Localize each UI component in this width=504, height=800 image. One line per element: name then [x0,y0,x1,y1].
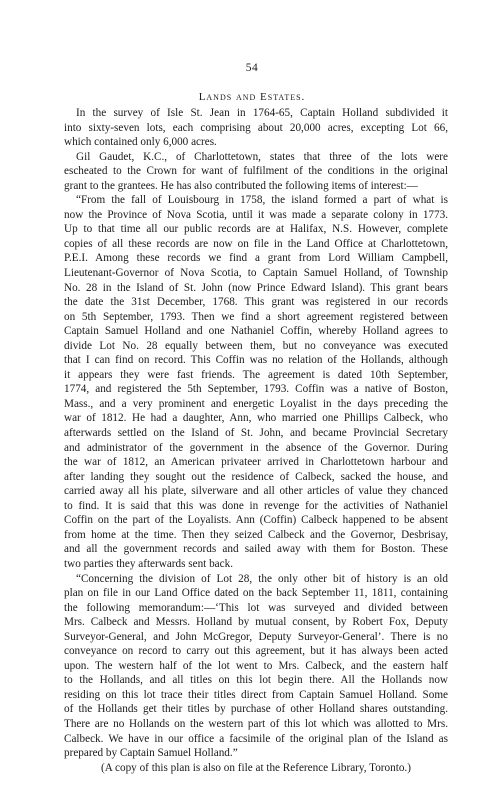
text-line: residing on this lot trace their titles direct from Captain Samuel Holland. Some [64,688,448,701]
text-line: Mrs. Calbeck and Messrs. Holland by mutual consent, by Robert Fox, Deputy [64,616,448,629]
text-line: Up to that time all our public records are at Halifax, N.S. However, complete [64,223,448,236]
text-line: conveyance on record to carry out this agreement, but it has always been acted [64,645,448,658]
text-line: plan on file in our Land Office dated on the back September 11, 1811, containing [64,587,448,600]
footnote-line: (A copy of this plan is also on file at the Reference Library, Toronto.) [101,761,411,774]
text-line: carried away all his plate, silverware and all other articles of value they chanced [64,485,448,498]
text-line: the following memorandum:—‘This lot was surveyed and divided between [64,601,448,614]
text-line: the date the 31st December, 1768. This grant was registered in our records [64,296,448,309]
text-line: into sixty-seven lots, each comprising about 20,000 acres, excepting Lot 66, [64,121,448,134]
text-line: on 5th September, 1793. Then we find a short agreement registered between [64,310,448,323]
text-line: the war of 1812, an American privateer arrived in Charlottetown harbour and [64,456,448,469]
text-line: two parties they afterwards sent back. [64,557,233,570]
text-line: to the Hollands, and all titles on this lot begin there. All the Hollands now [64,674,448,687]
text-line: escheated to the Crown for want of fulfilment of the conditions in the original [64,165,448,178]
page-number: 54 [245,62,259,74]
text-line: 1774, and registered the 5th September, 1793. Coffin was a native of Boston, [64,383,448,396]
text-line: copies of all these records are now on file in the Land Office at Charlottetown, [64,237,448,250]
text-line: upon. The western half of the lot went to Mrs. Calbeck, and the eastern half [64,659,448,672]
text-line: grant to the grantees. He has also contributed the following items of interest:— [64,179,418,192]
text-line: No. 28 in the Island of St. John (now Prince Edward Island). This grant bears [64,281,448,294]
text-line: of the Hollands get their titles by purchase of other Holland shares outstanding. [64,703,448,716]
text-line: and all the government records and sailed away with them for Boston. These [64,543,448,556]
text-line: Gil Gaudet, K.C., of Charlottetown, states that three of the lots were [76,150,448,163]
text-line: P.E.I. Among these records we find a grant from Lord William Campbell, [64,252,448,265]
section-heading: Lands and Estates. [198,91,306,103]
text-line: Coffin on the part of the Loyalists. Ann (Coffin) Calbeck happened to be absent [64,514,448,527]
text-line: it appears they were fast friends. The agreement is dated 10th September, [64,368,448,381]
text-line: war of 1812. He had a daughter, Ann, who married one Phillips Calbeck, who [64,412,448,425]
text-line: Calbeck. We have in our office a facsimile of the original plan of the Island as [64,732,448,745]
text-line: “Concerning the division of Lot 28, the only other bit of history is an old [76,572,448,585]
text-line: from home at the time. Then they seized Calbeck and the Governor, Desbrisay, [64,528,448,541]
text-line: and administrator of the government in the absence of the Governor. During [64,441,448,454]
text-line: to find. It is said that this was done in revenge for the activities of Nathaniel [64,499,448,512]
text-line: prepared by Captain Samuel Holland.” [64,747,238,760]
text-line: now the Province of Nova Scotia, until it was made a separate colony in 1773. [64,208,448,221]
text-line: Mass., and a very prominent and energetic Loyalist in the days preceding the [64,397,448,410]
text-line: afterwards settled on the Island of St. John, and became Provincial Secretary [64,427,448,440]
text-line: “From the fall of Louisbourg in 1758, the island formed a part of what is [76,194,448,207]
text-line: that I can find on record. This Coffin was no relation of the Hollands, although [64,354,448,367]
text-line: Lieutenant-Governor of Nova Scotia, to Captain Samuel Holland, of Township [64,267,448,280]
text-line: Captain Samuel Holland and one Nathaniel Coffin, whereby Holland agrees to [64,325,448,338]
body-text [64,106,448,775]
text-line: In the survey of Isle St. Jean in 1764-65, Captain Holland subdivided it [76,107,448,119]
text-line: after landing they sought out the residence of Calbeck, sacked the house, and [64,470,448,483]
text-line: which contained only 6,000 acres. [64,136,217,149]
text-line: There are no Hollands on the western part of this lot which was allotted to Mrs. [64,717,448,730]
text-line: divide Lot No. 28 equally between them, but no conveyance was executed [64,339,448,352]
text-line: Surveyor-General, and John McGregor, Deputy Surveyor-General’. There is no [64,630,448,643]
